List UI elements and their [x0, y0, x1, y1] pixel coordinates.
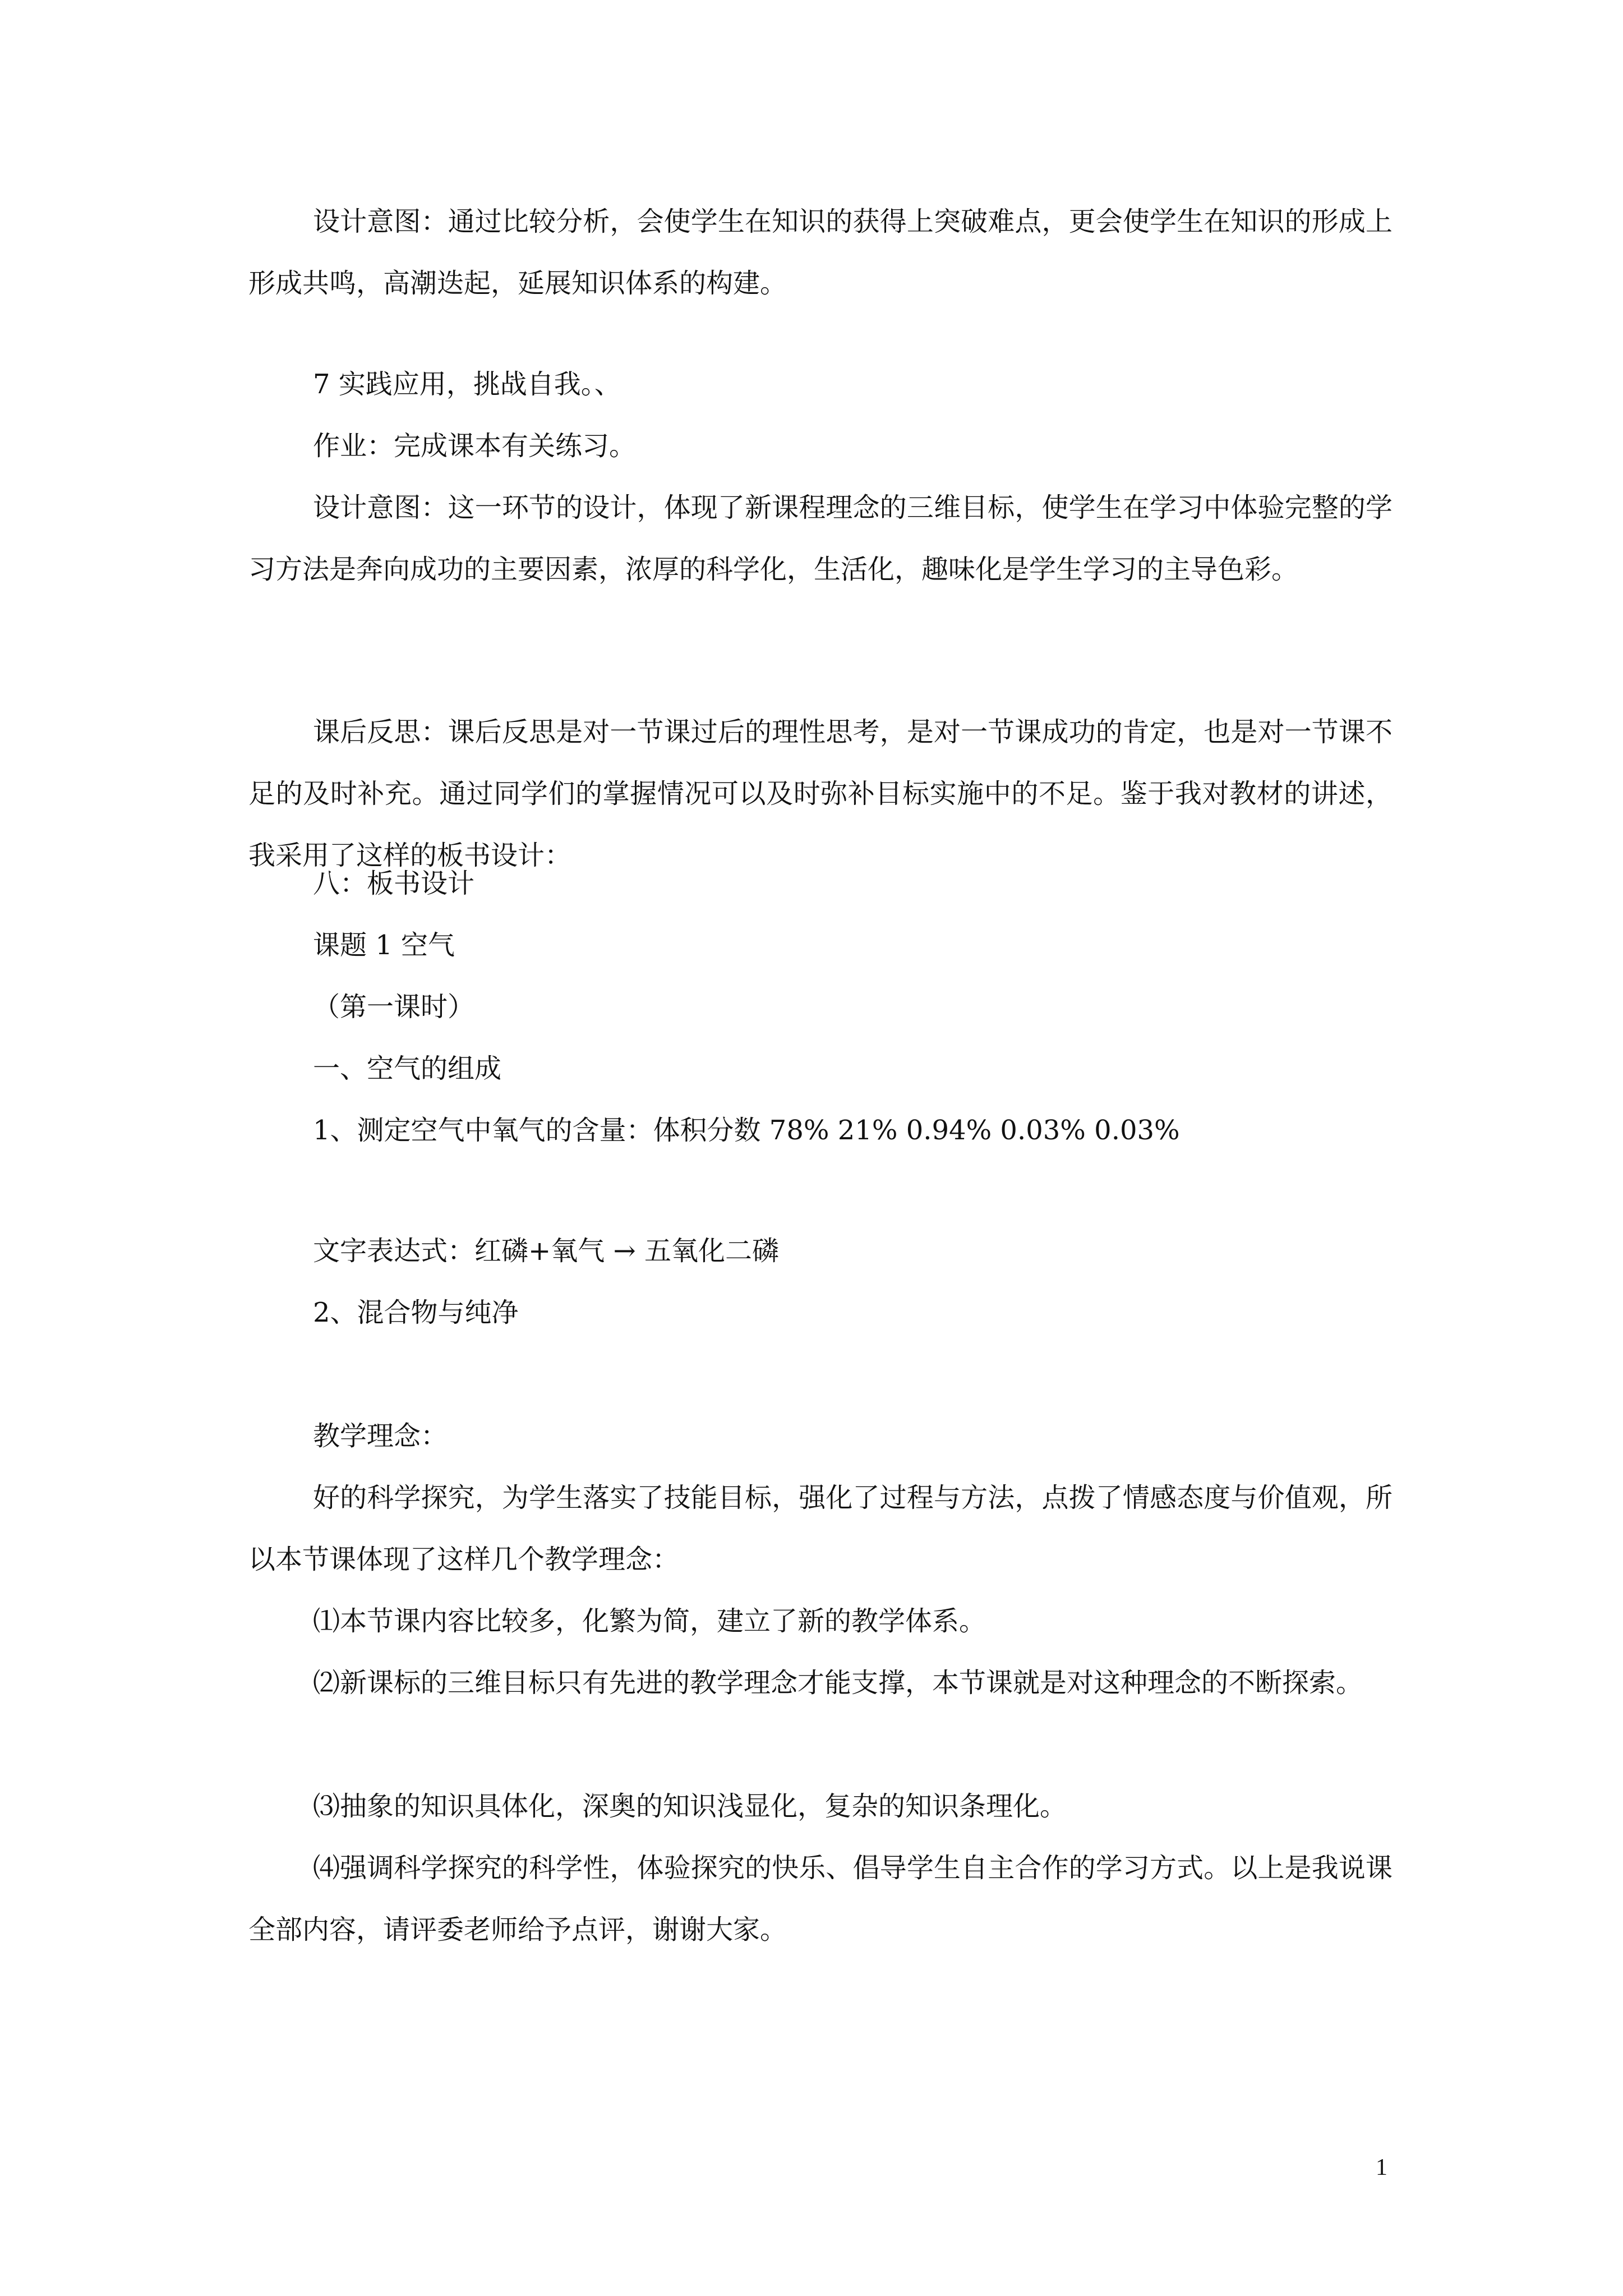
paragraph-concept-4: ⑷强调科学探究的科学性，体验探究的快乐、倡导学生自主合作的学习方式。以上是我说课全部内容，请评委老师给予点评，谢谢大家。 — [248, 1852, 1393, 1945]
paragraph-expression: 文字表达式：红磷+氧气 → 五氧化二磷 — [313, 1235, 779, 1267]
paragraph-topic: 课题 1 空气 — [313, 930, 455, 961]
paragraph-design-intent-1: 设计意图：通过比较分析，会使学生在知识的获得上突破难点，更会使学生在知识的形成上形成共鸣，高潮迭起，延展知识体系的构建。 — [248, 206, 1393, 299]
paragraph-lesson: （第一课时） — [313, 991, 475, 1023]
paragraph-air-composition: 一、空气的组成 — [313, 1053, 502, 1084]
paragraph-homework: 作业：完成课本有关练习。 — [313, 430, 637, 462]
paragraph-board-design: 八：板书设计 — [313, 868, 475, 899]
paragraph-teaching-concept: 教学理念： — [313, 1420, 448, 1452]
paragraph-practice: 7 实践应用，挑战自我。、 — [313, 369, 621, 400]
paragraph-mixture: 2、混合物与纯净 — [313, 1297, 519, 1328]
paragraph-concept-1: ⑴本节课内容比较多，化繁为简，建立了新的教学体系。 — [313, 1605, 986, 1637]
page-number: 1 — [1376, 2155, 1387, 2180]
paragraph-concept-2: ⑵新课标的三维目标只有先进的教学理念才能支撑，本节课就是对这种理念的不断探索。 — [313, 1667, 1363, 1699]
paragraph-science-inquiry: 好的科学探究，为学生落实了技能目标，强化了过程与方法，点拨了情感态度与价值观，所以本节课体现了这样几个教学理念： — [248, 1482, 1393, 1575]
paragraph-oxygen-content: 1、测定空气中氧气的含量：体积分数 78% 21% 0.94% 0.03% 0.03% — [313, 1115, 1180, 1146]
paragraph-reflection: 课后反思：课后反思是对一节课过后的理性思考，是对一节课成功的肯定，也是对一节课不足的及时补充。通过同学们的掌握情况可以及时弥补目标实施中的不足。鉴于我对教材的讲述，我采用了这样的板书设计： — [248, 716, 1393, 871]
paragraph-design-intent-2: 设计意图：这一环节的设计，体现了新课程理念的三维目标，使学生在学习中体验完整的学习方法是奔向成功的主要因素，浓厚的科学化，生活化，趣味化是学生学习的主导色彩。 — [248, 492, 1393, 585]
paragraph-concept-3: ⑶抽象的知识具体化，深奥的知识浅显化，复杂的知识条理化。 — [313, 1791, 1067, 1822]
